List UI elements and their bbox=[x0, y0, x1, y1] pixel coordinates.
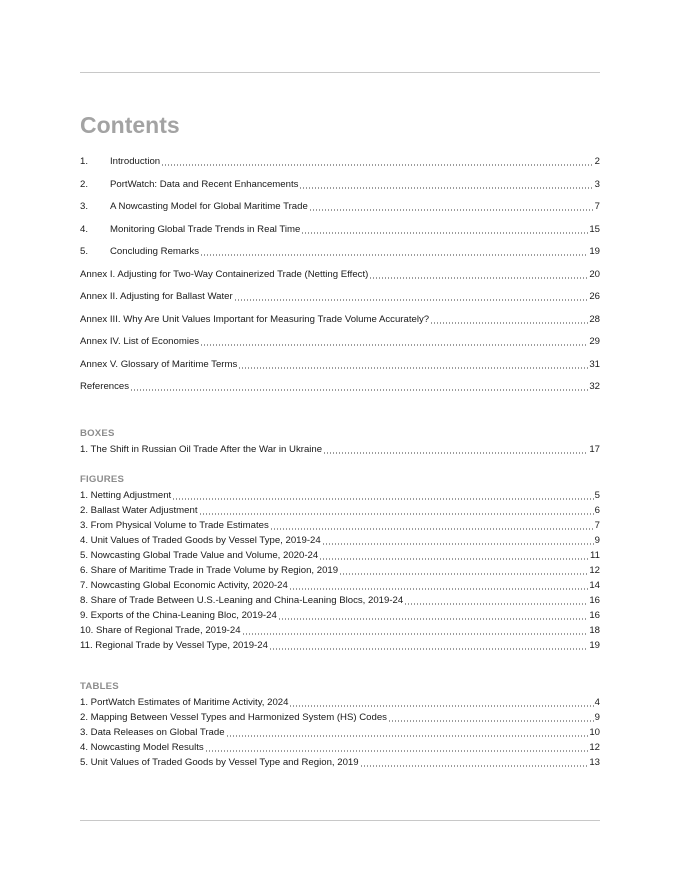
toc-entry-portwatch[interactable] bbox=[80, 179, 600, 191]
figure-entry[interactable] bbox=[80, 505, 600, 517]
boxes-heading: BOXES bbox=[80, 428, 115, 439]
dot-leader bbox=[205, 742, 589, 754]
dot-leader bbox=[289, 580, 589, 592]
toc-entry-page: 29 bbox=[589, 336, 600, 347]
toc-entry-page: 2 bbox=[594, 156, 600, 167]
toc-entry-page: 7 bbox=[594, 201, 600, 212]
tables-heading: TABLES bbox=[80, 681, 119, 692]
dot-leader bbox=[269, 640, 588, 652]
toc-entry-title: A Nowcasting Model for Global Maritime Trade bbox=[110, 201, 308, 212]
dot-leader bbox=[339, 565, 588, 577]
toc-entry-monitoring[interactable] bbox=[80, 224, 600, 236]
toc-entry-page: 31 bbox=[589, 358, 600, 370]
dot-leader bbox=[172, 490, 593, 502]
dot-leader bbox=[199, 505, 594, 517]
toc-entry-number: 3. bbox=[80, 201, 89, 212]
toc-entry-title: PortWatch: Data and Recent Enhancements bbox=[110, 178, 299, 190]
dot-leader bbox=[430, 314, 588, 326]
tables-section bbox=[80, 681, 600, 772]
figure-entry[interactable] bbox=[80, 580, 600, 592]
toc-entry-number: 4. bbox=[80, 223, 89, 235]
dot-leader bbox=[200, 336, 588, 348]
toc-entry-title: 4. Nowcasting Model Results bbox=[80, 742, 204, 753]
table-entry[interactable] bbox=[80, 697, 600, 709]
figure-entry[interactable] bbox=[80, 595, 600, 607]
toc-entry-page: 14 bbox=[589, 580, 600, 591]
toc-entry-references[interactable] bbox=[80, 381, 600, 393]
toc-entry-page: 19 bbox=[589, 246, 600, 257]
toc-entry-page: 10 bbox=[589, 727, 600, 738]
toc-entry-page: 9 bbox=[594, 535, 600, 546]
toc-entry-title: Annex II. Adjusting for Ballast Water bbox=[80, 291, 233, 302]
bottom-rule bbox=[80, 820, 600, 821]
toc-entry-page: 4 bbox=[594, 697, 600, 708]
toc-entry-title: 3. From Physical Volume to Trade Estimates bbox=[80, 520, 269, 531]
figure-entry[interactable] bbox=[80, 520, 600, 532]
toc-entry-title: 2. Ballast Water Adjustment bbox=[80, 505, 198, 516]
toc-entry-page: 17 bbox=[589, 444, 600, 455]
dot-leader bbox=[369, 269, 588, 281]
figure-entry[interactable] bbox=[80, 565, 600, 577]
toc-entry-page: 19 bbox=[589, 640, 600, 651]
toc-entry-title: 6. Share of Maritime Trade in Trade Volume by Region, 2019 bbox=[80, 565, 339, 576]
box-entry[interactable] bbox=[80, 444, 600, 456]
toc-entry-title: 1. PortWatch Estimates of Maritime Activity, 2024 bbox=[80, 697, 289, 708]
toc-entry-page: 12 bbox=[589, 742, 600, 753]
toc-entry-annex-3[interactable] bbox=[80, 314, 600, 326]
toc-entry-page: 13 bbox=[589, 757, 600, 768]
dot-leader bbox=[270, 520, 594, 532]
dot-leader bbox=[323, 444, 588, 456]
toc-entry-title: Annex V. Glossary of Maritime Terms bbox=[80, 358, 238, 370]
toc-entry-page: 7 bbox=[594, 520, 600, 531]
toc-entry-annex-5[interactable] bbox=[80, 359, 600, 371]
dot-leader bbox=[360, 757, 589, 769]
toc-entry-number: 5. bbox=[80, 246, 89, 257]
dot-leader bbox=[234, 291, 589, 303]
toc-entry-annex-4[interactable] bbox=[80, 336, 600, 348]
toc-entry-title: 5. Nowcasting Global Trade Value and Volume, 2020-24 bbox=[80, 550, 319, 561]
toc-entry-title: 2. Mapping Between Vessel Types and Harmonized System (HS) Codes bbox=[80, 712, 387, 723]
dot-leader bbox=[404, 595, 588, 607]
toc-entry-page: 5 bbox=[594, 490, 600, 501]
figures-heading: FIGURES bbox=[80, 474, 125, 485]
toc-entry-title: 3. Data Releases on Global Trade bbox=[80, 727, 225, 738]
toc-entry-title: References bbox=[80, 381, 130, 392]
toc-entry-page: 3 bbox=[594, 178, 600, 190]
dot-leader bbox=[322, 535, 594, 547]
toc-entry-page: 20 bbox=[589, 268, 600, 280]
toc-entry-title: 4. Unit Values of Traded Goods by Vessel Type, 2019-24 bbox=[80, 535, 321, 546]
dot-leader bbox=[309, 201, 594, 213]
dot-leader bbox=[242, 625, 589, 637]
toc-entry-page: 32 bbox=[589, 381, 600, 392]
table-entry[interactable] bbox=[80, 712, 600, 724]
dot-leader bbox=[226, 727, 589, 739]
toc-entry-page: 9 bbox=[594, 712, 600, 723]
toc-entry-page: 18 bbox=[589, 625, 600, 636]
toc-entry-annex-1[interactable] bbox=[80, 269, 600, 281]
dot-leader bbox=[161, 156, 594, 168]
dot-leader bbox=[278, 610, 589, 622]
toc-entry-title: 10. Share of Regional Trade, 2019-24 bbox=[80, 625, 241, 636]
dot-leader bbox=[200, 246, 588, 258]
toc-entry-title: 5. Unit Values of Traded Goods by Vessel Type and Region, 2019 bbox=[80, 757, 359, 768]
toc-entry-title: Introduction bbox=[110, 156, 161, 167]
dot-leader bbox=[301, 224, 588, 236]
figure-entry[interactable] bbox=[80, 625, 600, 637]
figure-entry[interactable] bbox=[80, 490, 600, 502]
toc-entry-title: 1. Netting Adjustment bbox=[80, 490, 172, 501]
toc-entry-page: 12 bbox=[589, 565, 600, 576]
dot-leader bbox=[238, 359, 588, 371]
toc-entry-title: 8. Share of Trade Between U.S.-Leaning and China-Leaning Blocs, 2019-24 bbox=[80, 595, 404, 606]
toc-entry-title: Annex III. Why Are Unit Values Important for Measuring Trade Volume Accurately? bbox=[80, 313, 430, 325]
toc-entry-title: 7. Nowcasting Global Economic Activity, 2020-24 bbox=[80, 580, 288, 591]
dot-leader bbox=[319, 550, 589, 562]
figure-entry[interactable] bbox=[80, 610, 600, 622]
top-rule bbox=[80, 72, 600, 73]
figure-entry[interactable] bbox=[80, 535, 600, 547]
toc-main-section bbox=[80, 156, 600, 404]
toc-entry-number: 2. bbox=[80, 178, 89, 190]
toc-entry-page: 28 bbox=[589, 313, 600, 325]
boxes-section bbox=[80, 428, 600, 459]
figure-entry[interactable] bbox=[80, 550, 600, 562]
toc-entry-introduction[interactable] bbox=[80, 156, 600, 168]
toc-entry-title: Monitoring Global Trade Trends in Real Time bbox=[110, 223, 301, 235]
page-title: Contents bbox=[80, 112, 180, 138]
figures-section bbox=[80, 474, 600, 655]
dot-leader bbox=[388, 712, 594, 724]
dot-leader bbox=[289, 697, 593, 709]
toc-entry-page: 16 bbox=[589, 610, 600, 621]
toc-entry-page: 16 bbox=[589, 595, 600, 606]
toc-entry-title: Concluding Remarks bbox=[110, 246, 200, 257]
toc-entry-nowcasting-model[interactable] bbox=[80, 201, 600, 213]
toc-entry-title: 9. Exports of the China-Leaning Bloc, 2019-24 bbox=[80, 610, 277, 621]
toc-entry-annex-2[interactable] bbox=[80, 291, 600, 303]
toc-entry-page: 26 bbox=[589, 291, 600, 302]
toc-entry-page: 15 bbox=[589, 223, 600, 235]
toc-entry-title: Annex IV. List of Economies bbox=[80, 336, 200, 347]
toc-entry-title: 1. The Shift in Russian Oil Trade After the War in Ukraine bbox=[80, 444, 323, 455]
table-entry[interactable] bbox=[80, 727, 600, 739]
table-entry[interactable] bbox=[80, 742, 600, 754]
toc-entry-title: 11. Regional Trade by Vessel Type, 2019-24 bbox=[80, 640, 268, 651]
toc-entry-title: Annex I. Adjusting for Two-Way Containerized Trade (Netting Effect) bbox=[80, 268, 369, 280]
toc-entry-page: 6 bbox=[594, 505, 600, 516]
toc-entry-concluding-remarks[interactable] bbox=[80, 246, 600, 258]
table-entry[interactable] bbox=[80, 757, 600, 769]
dot-leader bbox=[299, 179, 593, 191]
dot-leader bbox=[130, 381, 588, 393]
figure-entry[interactable] bbox=[80, 640, 600, 652]
toc-entry-page: 11 bbox=[590, 550, 600, 561]
toc-entry-number: 1. bbox=[80, 156, 89, 167]
